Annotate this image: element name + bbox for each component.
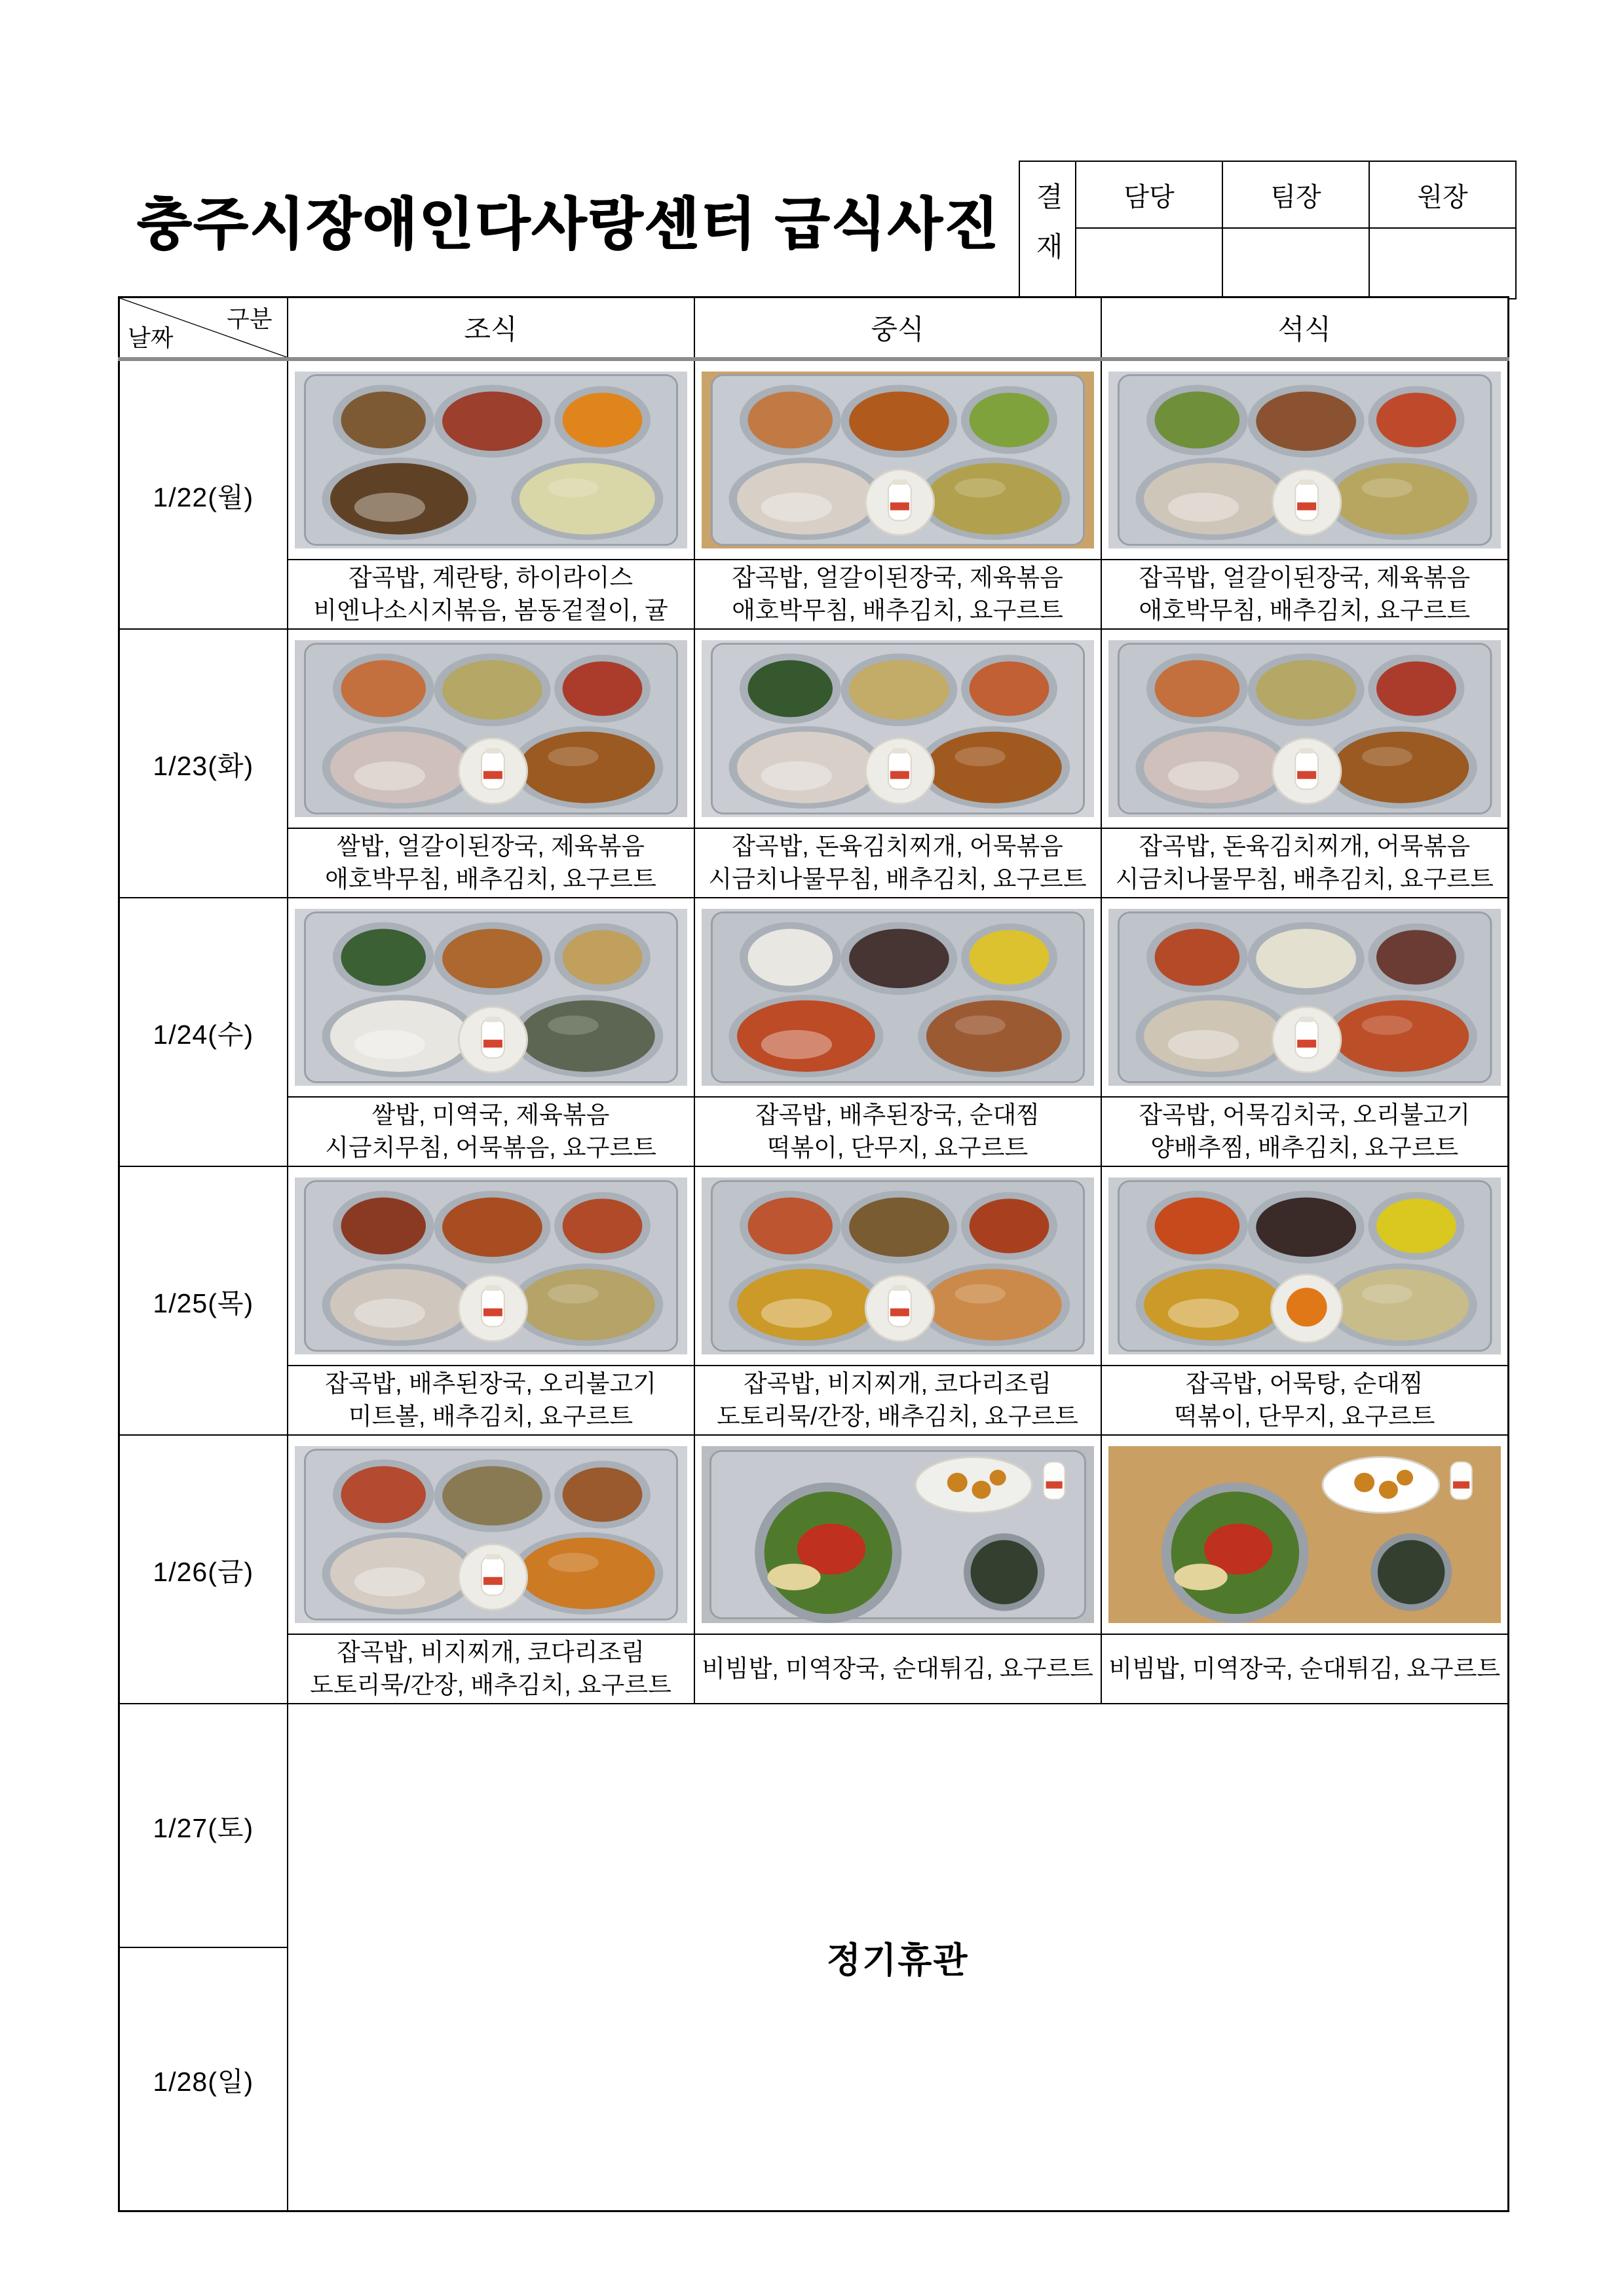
meal-photo-dinner bbox=[1101, 898, 1509, 1097]
meal-caption: 잡곡밥, 돈육김치찌개, 어묵볶음 시금치나물무침, 배추김치, 요구르트 bbox=[1101, 828, 1509, 898]
meal-photo-breakfast bbox=[288, 359, 694, 560]
column-header-lunch: 중식 bbox=[694, 297, 1101, 360]
approval-stamp-label: 결재 bbox=[1019, 161, 1076, 299]
date-cell-thu: 1/25(목) bbox=[119, 1166, 288, 1435]
meal-caption: 잡곡밥, 배추된장국, 순대찜 떡볶이, 단무지, 요구르트 bbox=[694, 1097, 1101, 1166]
meal-caption: 쌀밥, 얼갈이된장국, 제육볶음 애호박무침, 배추김치, 요구르트 bbox=[288, 828, 694, 898]
corner-label-category: 구분 bbox=[226, 305, 273, 332]
meal-photo-breakfast bbox=[288, 898, 694, 1097]
meal-photo-dinner bbox=[1101, 629, 1509, 828]
meal-tray-photo bbox=[1102, 366, 1508, 554]
meal-photo-dinner bbox=[1101, 359, 1509, 560]
date-cell-wed: 1/24(수) bbox=[119, 898, 288, 1166]
meal-caption: 잡곡밥, 계란탕, 하이라이스 비엔나소시지볶음, 봄동겉절이, 귤 bbox=[288, 560, 694, 629]
meal-photo-lunch bbox=[694, 629, 1101, 828]
date-cell-mon: 1/22(월) bbox=[119, 359, 288, 629]
approval-table bbox=[1019, 161, 1517, 299]
meal-photo-lunch bbox=[694, 898, 1101, 1097]
meal-caption: 잡곡밥, 비지찌개, 코다리조림 도토리묵/간장, 배추김치, 요구르트 bbox=[288, 1634, 694, 1704]
meal-tray-photo bbox=[288, 904, 694, 1091]
meal-caption: 쌀밥, 미역국, 제육볶음 시금치무침, 어묵볶음, 요구르트 bbox=[288, 1097, 694, 1166]
meal-photo-lunch bbox=[694, 1435, 1101, 1634]
approval-sign-cell-director bbox=[1369, 228, 1516, 299]
date-cell-fri: 1/26(금) bbox=[119, 1435, 288, 1704]
date-cell-sat: 1/27(토) bbox=[119, 1704, 288, 1947]
meal-bowl-photo bbox=[695, 1441, 1101, 1628]
meal-bowl-photo bbox=[1102, 1441, 1508, 1628]
date-cell-sun: 1/28(일) bbox=[119, 1947, 288, 2211]
meal-caption: 잡곡밥, 얼갈이된장국, 제육볶음 애호박무침, 배추김치, 요구르트 bbox=[694, 560, 1101, 629]
meal-photo-lunch bbox=[694, 1166, 1101, 1366]
corner-header-cell bbox=[119, 297, 288, 360]
date-cell-tue: 1/23(화) bbox=[119, 629, 288, 898]
meal-tray-photo bbox=[1102, 1172, 1508, 1360]
meal-caption: 잡곡밥, 어묵김치국, 오리불고기 양배추찜, 배추김치, 요구르트 bbox=[1101, 1097, 1509, 1166]
meal-tray-photo bbox=[288, 1172, 694, 1360]
meal-photo-breakfast bbox=[288, 629, 694, 828]
meal-caption: 잡곡밥, 어묵탕, 순대찜 떡볶이, 단무지, 요구르트 bbox=[1101, 1366, 1509, 1435]
meal-caption: 잡곡밥, 배추된장국, 오리불고기 미트볼, 배추김치, 요구르트 bbox=[288, 1366, 694, 1435]
meal-photo-breakfast bbox=[288, 1435, 694, 1634]
approval-sign-cell-staff bbox=[1076, 228, 1222, 299]
column-header-dinner: 석식 bbox=[1101, 297, 1509, 360]
meal-caption: 잡곡밥, 얼갈이된장국, 제육볶음 애호박무침, 배추김치, 요구르트 bbox=[1101, 560, 1509, 629]
meal-photo-dinner bbox=[1101, 1435, 1509, 1634]
column-header-breakfast: 조식 bbox=[288, 297, 694, 360]
meal-tray-photo bbox=[695, 635, 1101, 822]
meal-photo-breakfast bbox=[288, 1166, 694, 1366]
meal-tray-photo bbox=[695, 904, 1101, 1091]
approval-col-director: 원장 bbox=[1369, 161, 1516, 228]
meal-tray-photo bbox=[288, 1441, 694, 1628]
page-title: 충주시장애인다사랑센터 급식사진 bbox=[136, 193, 1000, 256]
meal-tray-photo bbox=[695, 366, 1101, 554]
closed-notice-cell: 정기휴관 bbox=[288, 1704, 1509, 2211]
meal-tray-photo bbox=[288, 635, 694, 822]
meal-tray-photo bbox=[1102, 635, 1508, 822]
meal-photo-dinner bbox=[1101, 1166, 1509, 1366]
meal-caption: 잡곡밥, 돈육김치찌개, 어묵볶음 시금치나물무침, 배추김치, 요구르트 bbox=[694, 828, 1101, 898]
meal-photo-lunch bbox=[694, 359, 1101, 560]
meal-tray-photo bbox=[695, 1172, 1101, 1360]
meal-caption: 잡곡밥, 비지찌개, 코다리조림 도토리묵/간장, 배추김치, 요구르트 bbox=[694, 1366, 1101, 1435]
meal-tray-photo bbox=[1102, 904, 1508, 1091]
meal-tray-photo bbox=[288, 366, 694, 554]
approval-col-staff: 담당 bbox=[1076, 161, 1222, 228]
approval-col-team-leader: 팀장 bbox=[1222, 161, 1369, 228]
meal-caption: 비빔밥, 미역장국, 순대튀김, 요구르트 bbox=[1101, 1634, 1509, 1704]
meal-table bbox=[118, 296, 1509, 2212]
meal-caption: 비빔밥, 미역장국, 순대튀김, 요구르트 bbox=[694, 1634, 1101, 1704]
corner-label-date: 날짜 bbox=[128, 324, 174, 351]
approval-sign-cell-team-leader bbox=[1222, 228, 1369, 299]
